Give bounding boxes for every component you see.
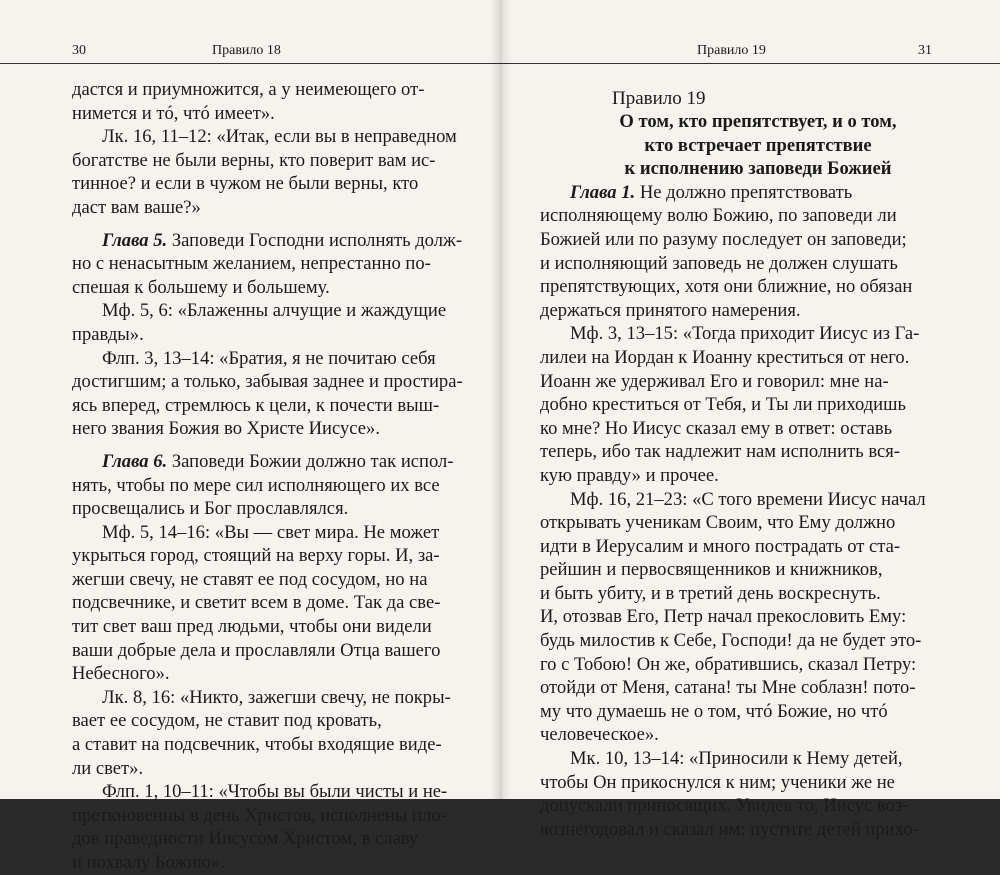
text-line <box>72 851 472 875</box>
text-line-content: Заповеди Господни исполнять долж- <box>171 229 463 251</box>
text-line <box>540 464 932 488</box>
text-line <box>72 78 472 102</box>
text-line-content: отойди от Меня, сатана! ты Мне соблазн! пото- <box>540 677 916 699</box>
text-line-content: ко мне? Но Иисус сказал ему в ответ: оставь <box>540 417 893 439</box>
text-line-content: будь милостив к Себе, Господи! да не будет это- <box>540 630 922 652</box>
text-line-content: Мф. 3, 13–15: «Тогда приходит Иисус из Га- <box>570 323 920 345</box>
right-running-title: Правило 19 <box>697 43 766 58</box>
book-gutter <box>490 0 512 799</box>
text-line-content: Лк. 16, 11–12: «Итак, если вы в неправедном <box>102 126 457 148</box>
text-line <box>72 196 472 220</box>
text-line <box>72 474 472 498</box>
text-line-content: Божией или по разуму последует он заповеди; <box>540 228 907 250</box>
text-line-content: жегши свечу, не ставят ее под сосудом, но на <box>72 568 428 590</box>
text-line-content: достигшим; а только, забывая заднее и простира- <box>72 371 463 393</box>
text-line <box>540 511 932 535</box>
text-line-content: чтобы Он прикоснулся к ним; ученики же не <box>540 771 895 793</box>
text-line-content: кую правду» и прочее. <box>540 464 719 486</box>
text-line-content: ли свет». <box>72 757 144 779</box>
text-line <box>540 605 932 629</box>
text-line <box>540 558 932 582</box>
text-line <box>72 591 472 615</box>
text-line <box>72 568 472 592</box>
text-line <box>72 417 472 441</box>
text-line <box>540 653 932 677</box>
text-line-content: Мф. 16, 21–23: «С того времени Иисус начал <box>570 488 926 510</box>
text-line <box>540 488 932 512</box>
left-running-title: Правило 18 <box>212 43 281 58</box>
text-line-content: го с Тобою! Он же, обратившись, сказал Петру: <box>540 653 917 675</box>
paragraph-gap <box>72 441 472 450</box>
text-line-content: дов праведности Иисусом Христом, в славу <box>72 828 419 850</box>
text-line-content: ясь вперед, стремлюсь к цели, к почести выш- <box>72 394 440 416</box>
text-line <box>72 662 472 686</box>
text-line <box>540 535 932 559</box>
text-line <box>540 676 932 700</box>
text-line <box>72 229 472 253</box>
text-line <box>72 370 472 394</box>
text-line-content: идти в Иерусалим и много пострадать от ста- <box>540 535 901 557</box>
text-line-content: даст вам ваше?» <box>72 196 201 218</box>
text-line <box>540 370 932 394</box>
text-line-content: Флп. 3, 13–14: «Братия, я не почитаю себя <box>102 347 436 369</box>
text-line <box>72 125 472 149</box>
text-line-content: богатстве не были верны, кто поверит вам ис- <box>72 149 436 171</box>
text-line-content: и похвалу Божию». <box>72 852 225 873</box>
chapter-label: Глава 6. <box>102 450 168 472</box>
text-line-content: открывать ученикам Своим, что Ему должно <box>540 512 896 534</box>
text-line-content: му что думаешь не о том, чтó Божие, но чтó <box>540 700 888 722</box>
text-line-content: и исполняющий заповедь не должен слушать <box>540 252 898 274</box>
text-line-content: добно креститься от Тебя, и Ты ли приходишь <box>540 394 906 416</box>
text-line-content: исполняющему волю Божию, по заповеди ли <box>540 205 897 227</box>
left-body-text <box>72 78 472 875</box>
text-line-content: Мк. 10, 13–14: «Приносили к Нему детей, <box>570 748 903 770</box>
text-line-content: преткновенны в день Христов, исполнены пло- <box>72 804 447 826</box>
left-page-number: 30 <box>72 43 86 58</box>
text-line <box>540 771 932 795</box>
text-line <box>540 393 932 417</box>
text-line <box>72 149 472 173</box>
text-line-content: Иоанн же удерживал Его и говорил: мне на- <box>540 370 889 392</box>
text-line-content: а ставит на подсвечник, чтобы входящие виде- <box>72 734 442 756</box>
rule-subtitle <box>584 110 932 181</box>
text-line <box>540 747 932 771</box>
text-line <box>72 686 472 710</box>
text-line <box>540 275 932 299</box>
right-header-rule <box>500 63 1000 64</box>
text-line <box>540 700 932 724</box>
left-header-rule <box>0 63 500 64</box>
right-body-text <box>540 181 932 842</box>
text-line <box>540 322 932 346</box>
text-line-content: просвещались и Бог прославлялся. <box>72 498 349 520</box>
text-line-content: дастся и приумножится, а у неимеющего от- <box>72 79 425 100</box>
text-line <box>72 804 472 828</box>
text-line <box>72 757 472 781</box>
text-line-content: нять, чтобы по мере сил исполняющего их все <box>72 474 440 496</box>
text-line <box>540 794 932 818</box>
text-line-content: тит свет ваш пред людьми, чтобы они видели <box>72 616 432 638</box>
right-body <box>540 78 932 841</box>
text-line-content: спешая к большему и большему. <box>72 276 330 298</box>
text-line-content: и быть убиту, и в третий день воскреснуть. <box>540 582 881 604</box>
text-line <box>72 347 472 371</box>
text-line <box>72 276 472 300</box>
text-line-content: Мф. 5, 6: «Блаженны алчущие и жаждущие <box>102 300 447 322</box>
text-line-content: вает ее сосудом, не ставит под кровать, <box>72 710 382 732</box>
rule-subtitle-line: кто встречает препятствие <box>644 134 872 156</box>
text-line <box>72 521 472 545</box>
text-line <box>72 323 472 347</box>
text-line <box>72 615 472 639</box>
rule-subtitle-line: к исполнению заповеди Божией <box>624 158 892 180</box>
text-line-content: И, отозвав Его, Петр начал прекословить Ему: <box>540 606 907 628</box>
text-line-content: тинное? и если в чужом не были верны, кто <box>72 173 419 195</box>
text-line-content: Заповеди Божии должно так испол- <box>171 450 454 472</box>
text-line <box>540 417 932 441</box>
text-line <box>540 346 932 370</box>
text-line <box>72 544 472 568</box>
text-line-content: Лк. 8, 16: «Никто, зажегши свечу, не покры- <box>102 686 451 708</box>
chapter-label: Глава 1. <box>570 181 636 203</box>
text-line-content: Флп. 1, 10–11: «Чтобы вы были чисты и не- <box>102 781 448 803</box>
text-line-content: Не должно препятствовать <box>639 181 853 203</box>
left-running-head <box>72 0 467 58</box>
text-line-content: человеческое». <box>540 724 659 746</box>
text-line-content: подсвечнике, и светит всем в доме. Так да све- <box>72 592 441 614</box>
text-line <box>72 450 472 474</box>
rule-title: Правило 19 <box>612 88 706 109</box>
text-line-content: лилеи на Иордан к Иоанну креститься от него. <box>540 346 910 368</box>
text-line-content: но с ненасытным желанием, непрестанно по- <box>72 253 431 275</box>
text-line <box>540 818 932 842</box>
right-page-number: 31 <box>918 43 932 58</box>
text-line <box>72 497 472 521</box>
text-line-content: вознегодовал и сказал им: пустите детей прихо- <box>540 818 919 840</box>
text-line <box>72 252 472 276</box>
text-line <box>540 204 932 228</box>
text-line <box>540 582 932 606</box>
text-line-content: нимется и тó, чтó имеет». <box>72 102 275 124</box>
text-line <box>540 723 932 747</box>
text-line <box>72 733 472 757</box>
text-line <box>72 827 472 851</box>
text-line <box>540 629 932 653</box>
chapter-label: Глава 5. <box>102 229 168 251</box>
text-line <box>540 440 932 464</box>
text-line-content: Мф. 5, 14–16: «Вы — свет мира. Не может <box>102 521 440 543</box>
text-line-content: теперь, ибо так надлежит нам исполнить вся- <box>540 441 900 463</box>
text-line-content: держаться принятого намерения. <box>540 299 801 321</box>
rule-subtitle-line: О том, кто препятствует, и о том, <box>619 111 897 132</box>
text-line-content: правды». <box>72 323 144 345</box>
text-line <box>72 780 472 804</box>
right-running-head <box>540 0 932 58</box>
text-line-content: Небесного». <box>72 663 170 685</box>
text-line-content: ваши добрые дела и прославляли Отца вашего <box>72 639 441 661</box>
text-line <box>72 172 472 196</box>
text-line <box>72 394 472 418</box>
text-line <box>540 228 932 252</box>
text-line <box>72 299 472 323</box>
text-line <box>72 709 472 733</box>
text-line <box>72 639 472 663</box>
paragraph-gap <box>72 220 472 229</box>
text-line-content: препятствующих, хотя они ближние, но обязан <box>540 276 913 298</box>
text-line <box>72 102 472 126</box>
text-line-content: него звания Божия во Христе Иисусе». <box>72 418 380 440</box>
text-line <box>540 299 932 323</box>
text-line-content: допускали приносящих. Увидев то, Иисус воз- <box>540 795 909 817</box>
text-line-content: укрыться город, стоящий на верху горы. И, за- <box>72 545 440 567</box>
text-line <box>540 252 932 276</box>
text-line-content: рейшин и первосвященников и книжников, <box>540 559 883 581</box>
text-line <box>540 181 932 205</box>
